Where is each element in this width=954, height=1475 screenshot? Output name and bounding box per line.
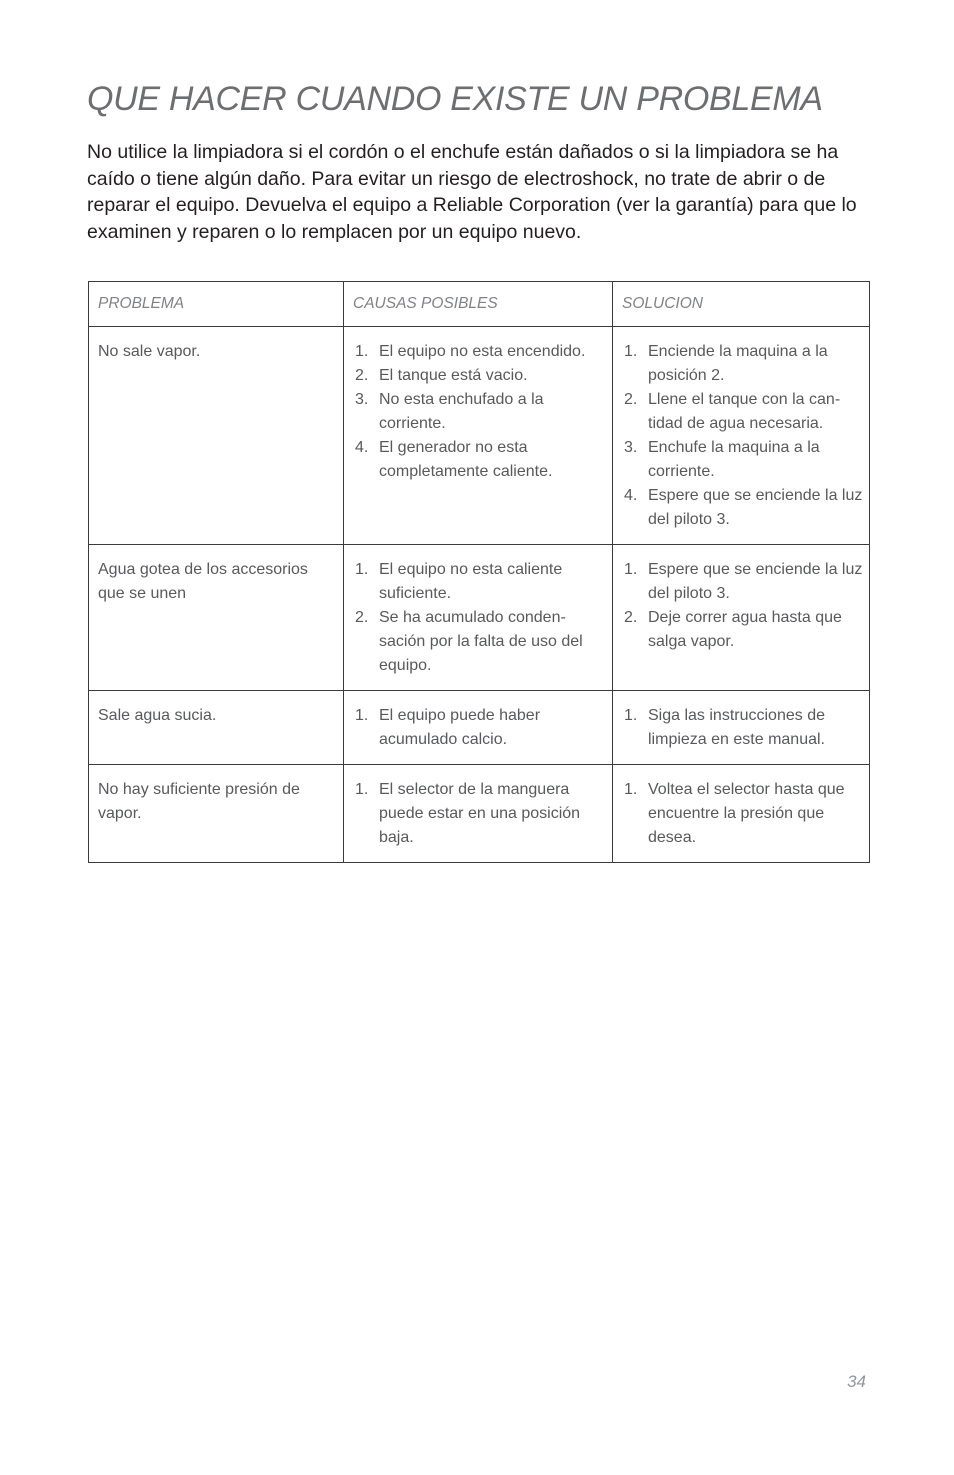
troubleshooting-table (88, 281, 870, 863)
list-item (624, 484, 863, 532)
list-item (624, 704, 863, 752)
table-row (89, 327, 870, 545)
item-text: Siga las instrucciones de limpieza en este manual. (648, 707, 825, 748)
item-text: El selector de la manguera puede estar en una posición baja. (379, 781, 581, 846)
list-item (624, 558, 863, 606)
item-text: Deje correr agua hasta que salga vapor. (648, 609, 842, 650)
item-text: El generador no esta completamente caliente. (379, 439, 553, 480)
list-item (355, 558, 606, 606)
list-item (624, 778, 863, 850)
causes-list (355, 778, 606, 850)
list-item (355, 436, 606, 484)
causes-cell (344, 765, 613, 863)
item-number: 2. (624, 609, 638, 626)
table-row (89, 691, 870, 765)
problem-cell: No sale vapor. (89, 327, 344, 545)
item-number: 4. (355, 439, 369, 456)
list-item (355, 606, 606, 678)
list-item (624, 340, 863, 388)
item-text: El tanque está vacio. (379, 367, 528, 384)
item-number: 3. (624, 439, 638, 456)
causes-cell (344, 545, 613, 691)
item-text: Espere que se enciende la luz del piloto 3. (648, 561, 863, 602)
problem-cell: Sale agua sucia. (89, 691, 344, 765)
list-item (355, 704, 606, 752)
header-problem: PROBLEMA (89, 282, 344, 327)
header-causes: CAUSAS POSIBLES (344, 282, 613, 327)
item-number: 1. (624, 781, 638, 798)
table-row (89, 765, 870, 863)
item-number: 2. (355, 609, 369, 626)
list-item (624, 606, 863, 654)
item-text: El equipo no esta caliente suficiente. (379, 561, 563, 602)
solutions-list (624, 558, 863, 654)
list-item (355, 340, 606, 364)
solutions-cell (613, 765, 870, 863)
item-text: Espere que se enciende la luz del piloto 3. (648, 487, 863, 528)
item-number: 2. (624, 391, 638, 408)
causes-list (355, 704, 606, 752)
item-text: Voltea el selector hasta que encuentre la presión que desea. (648, 781, 845, 846)
item-number: 3. (355, 391, 369, 408)
solutions-list (624, 340, 863, 532)
table-header-row (89, 282, 870, 327)
problem-cell: No hay suficiente presión de vapor. (89, 765, 344, 863)
item-text: El equipo puede haber acumulado calcio. (379, 707, 541, 748)
solutions-list (624, 778, 863, 850)
item-number: 1. (355, 561, 369, 578)
item-text: Enciende la maquina a la posición 2. (648, 343, 828, 384)
causes-cell (344, 691, 613, 765)
item-number: 1. (355, 781, 369, 798)
intro-paragraph: No utilice la limpiadora si el cordón o el enchufe están dañados o si la limpiadora se ha caído o tiene algún daño. Para evitar un riesgo de electroshock, no trate de abrir o de reparar el equipo. Devuelva el equipo a Reliable Corporation (ver la garantía) para que lo examinen y reparen o lo remplacen por un equipo nuevo. (87, 141, 857, 243)
page-title: QUE HACER CUANDO EXISTE UN PROBLEMA (87, 80, 823, 118)
header-solution: SOLUCION (613, 282, 870, 327)
item-number: 2. (355, 367, 369, 384)
solutions-cell (613, 545, 870, 691)
list-item (355, 778, 606, 850)
item-number: 1. (624, 707, 638, 724)
list-item (624, 436, 863, 484)
causes-cell (344, 327, 613, 545)
item-text: Enchufe la maquina a la corriente. (648, 439, 820, 480)
causes-list (355, 558, 606, 678)
page-number: 34 (847, 1372, 866, 1391)
item-text: No esta enchufado a la corriente. (379, 391, 544, 432)
causes-list (355, 340, 606, 484)
problem-cell: Agua gotea de los accesorios que se unen (89, 545, 344, 691)
solutions-cell (613, 691, 870, 765)
item-number: 1. (355, 707, 369, 724)
solutions-list (624, 704, 863, 752)
solutions-cell (613, 327, 870, 545)
item-number: 1. (624, 343, 638, 360)
item-text: Llene el tanque con la can-tidad de agua necesaria. (648, 391, 841, 432)
list-item (355, 388, 606, 436)
item-text: Se ha acumulado conden-sación por la falta de uso del equipo. (379, 609, 583, 674)
item-number: 1. (624, 561, 638, 578)
list-item (355, 364, 606, 388)
item-number: 1. (355, 343, 369, 360)
list-item (624, 388, 863, 436)
item-number: 4. (624, 487, 638, 504)
table-row (89, 545, 870, 691)
item-text: El equipo no esta encendido. (379, 343, 586, 360)
